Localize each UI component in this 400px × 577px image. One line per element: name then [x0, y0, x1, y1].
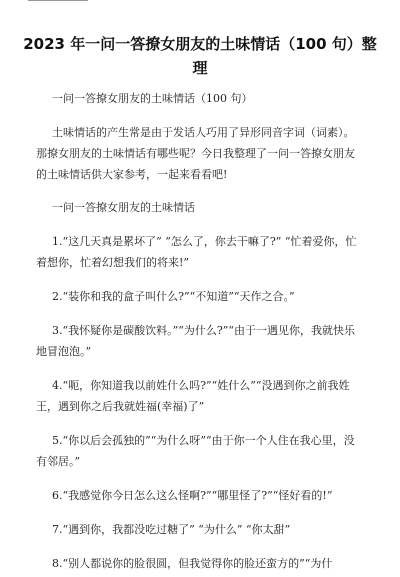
document-title: 2023 年一问一答撩女朋友的土味情话（100 句）整: [23, 35, 377, 53]
intro-line: 那撩女朋友的土味情话有哪些呢？今日我整理了一问一答撩女朋友: [36, 147, 355, 160]
item-line: 有邻居。”: [36, 455, 81, 468]
document-title-continued: 理: [192, 59, 208, 77]
item-line: 5.“你以后会孤独的”“为什么呀”“由于你一个人住在我心里，没: [52, 434, 355, 447]
top-divider: [28, 0, 88, 1]
item-line: 6.“我感觉你今日怎么这么怪啊?”“哪里怪了?”“怪好看的!”: [52, 489, 333, 502]
intro-line: 的土味情话供大家参考，一起来看看吧!: [36, 168, 228, 181]
item-line: 地冒泡泡。”: [36, 345, 92, 358]
item-line: 3.“我怀疑你是碳酸饮料。”“为什么?”“由于一遇见你，我就快乐: [52, 324, 356, 337]
item-line: 王，遇到你之后我就姓福(幸福)了”: [36, 400, 205, 413]
item-line: 2.“装你和我的盒子叫什么?”“不知道”“天作之合。”: [52, 290, 295, 303]
subtitle-text: 一问一答撩女朋友的土味情话（100 句）: [52, 92, 253, 105]
item-line: 8.“别人都说你的脸很圆，但我觉得你的脸还蛮方的”“为什: [52, 557, 333, 570]
intro-line: 土味情话的产生常是由于发话人巧用了异形同音字词（词素）。: [52, 126, 355, 139]
section-heading-text: 一问一答撩女朋友的土味情话: [52, 201, 195, 214]
item-line: 4.“呃，你知道我以前姓什么吗?”“姓什么”“没遇到你之前我姓: [52, 379, 350, 392]
item-line: 7.“遇到你，我都没吃过糖了” “为什么” “你太甜”: [52, 523, 291, 536]
item-line: 1.“这几天真是累坏了” “怎么了，你去干嘛了?” “忙着爱你，忙: [52, 235, 357, 248]
item-line: 着想你，忙着幻想我们的将来!”: [36, 256, 190, 269]
